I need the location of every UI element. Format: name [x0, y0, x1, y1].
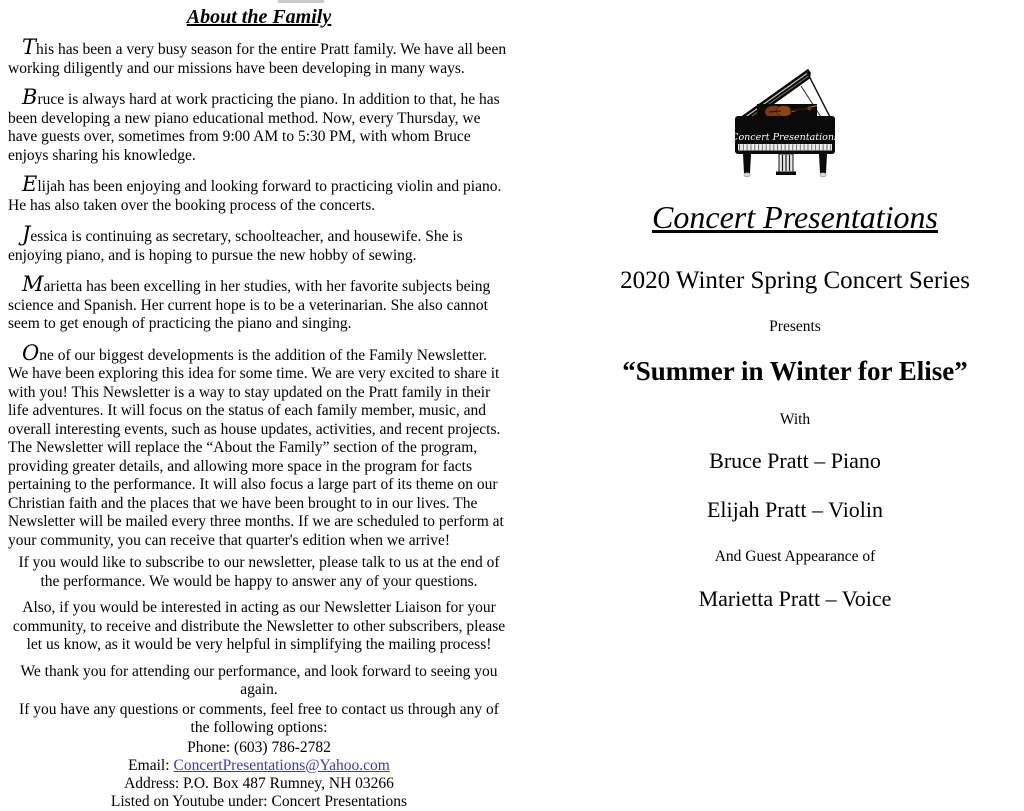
- family-paragraph-jessica: [8, 224, 510, 265]
- piano-leg-left: [743, 154, 751, 173]
- address-line: Address: P.O. Box 487 Rumney, NH 03266: [124, 774, 394, 792]
- violin-neck: [790, 109, 808, 111]
- phone-line: Phone: (603) 786-2782: [187, 738, 331, 756]
- subscribe-note: If you would like to subscribe to our newsletter, please talk to us at the end of the performance. We would be happy to answer any of your questions.: [18, 554, 500, 590]
- paragraph-text: his has been a very busy season for the entire Pratt family. We have all been working diligently and our missions have been developing in many ways.: [8, 41, 507, 77]
- family-paragraph-bruce: [8, 87, 510, 165]
- family-paragraph-elijah: [8, 174, 510, 215]
- contact-intro: If you have any questions or comments, feel free to contact us through any of the following options:: [19, 700, 499, 736]
- paragraph-text: essica is continuing as secretary, schoolteacher, and housewife. She is enjoying piano, and is hoping to pursue the new hobby of sewing.: [8, 228, 463, 264]
- performer-piano: Bruce Pratt – Piano: [709, 448, 881, 473]
- contact-block: [8, 739, 510, 811]
- paragraph-text: ruce is always hard at work practicing the piano. In addition to that, he has been developing a new piano educational method. Now, every Thursday, we have guests over, sometimes from 9:00 AM to 5:30 PM, with whom Bruce enjoys sharing his knowledge.: [8, 91, 500, 164]
- left-page: [8, 6, 510, 811]
- presents-label: Presents: [769, 318, 821, 335]
- performer-violin: Elijah Pratt – Violin: [706, 497, 884, 522]
- youtube-line: Listed on Youtube under: Concert Presentations: [110, 792, 408, 810]
- with-label: With: [779, 411, 811, 428]
- grand-piano-icon: [729, 54, 861, 178]
- paragraph-text: arietta has been excelling in her studies, with her favorite subjects being science and Spanish. Her current hope is to be a veterinarian. She also cannot seem to get enough of practicing the piano and singing.: [8, 278, 491, 332]
- violin-scroll: [807, 106, 811, 110]
- email-link[interactable]: ConcertPresentations@Yahoo.com: [173, 756, 390, 774]
- concert-presentations-logo: [566, 54, 1024, 183]
- paragraph-initial: T: [22, 35, 37, 59]
- page-edge-artifact: [278, 0, 324, 3]
- right-page: [512, 0, 1024, 791]
- guest-performer-voice: Marietta Pratt – Voice: [698, 586, 892, 611]
- logo-script-text: Concert Presentations: [731, 132, 839, 143]
- paragraph-text: lijah has been enjoying and looking forward to practicing violin and piano. He has also taken over the booking process of the concerts.: [8, 178, 502, 214]
- thank-you-note: We thank you for attending our performance, and look forward to seeing you again.: [20, 662, 498, 698]
- family-paragraph-marietta: [8, 274, 510, 334]
- paragraph-initial: M: [22, 272, 44, 296]
- liaison-note: Also, if you would be interested in acting as our Newsletter Liaison for your community, to receive and distribute the Newsletter to other subscribers, please let us know, as it would be very helpful in simplifying the mailing process!: [12, 599, 506, 653]
- family-paragraph-this: [8, 37, 510, 78]
- show-title: “Summer in Winter for Elise”: [622, 356, 968, 386]
- program-title: Concert Presentations: [652, 199, 938, 235]
- family-paragraph-newsletter: [8, 340, 510, 551]
- piano-caster: [820, 173, 826, 177]
- piano-leg-right: [819, 154, 827, 173]
- paragraph-initial: J: [22, 222, 31, 246]
- paragraph-text: ne of our biggest developments is the addition of the Family Newsletter. We have been exploring this idea for some time. We are very excited to share it with you! This Newsletter is a way to stay updated on the Pratt family in their life adventures. It will focus on the status of each family member, music, and overall interesting events, such as house updates, activities, and recent projects. The Newsletter will replace the “About the Family” section of the program, providing greater details, and allowing more space in the program for facts pertaining to the performance. It will also focus a large part of its theme on our Christian faith and the places that we have been brought to in our lives. The Newsletter will be mailed every three months. If we are scheduled to perform at your community, you can receive that quarter's edition when we arrive!: [8, 346, 504, 549]
- guest-appearance-label: And Guest Appearance of: [714, 548, 876, 565]
- about-family-title: About the Family: [186, 6, 332, 28]
- paragraph-initial: O: [22, 340, 40, 365]
- paragraph-initial: E: [22, 172, 38, 196]
- email-label: Email:: [128, 756, 170, 774]
- series-title: 2020 Winter Spring Concert Series: [620, 267, 970, 294]
- email-line: [8, 757, 510, 775]
- lyre-foot: [776, 172, 796, 176]
- paragraph-initial: B: [22, 85, 38, 109]
- piano-caster: [744, 173, 750, 177]
